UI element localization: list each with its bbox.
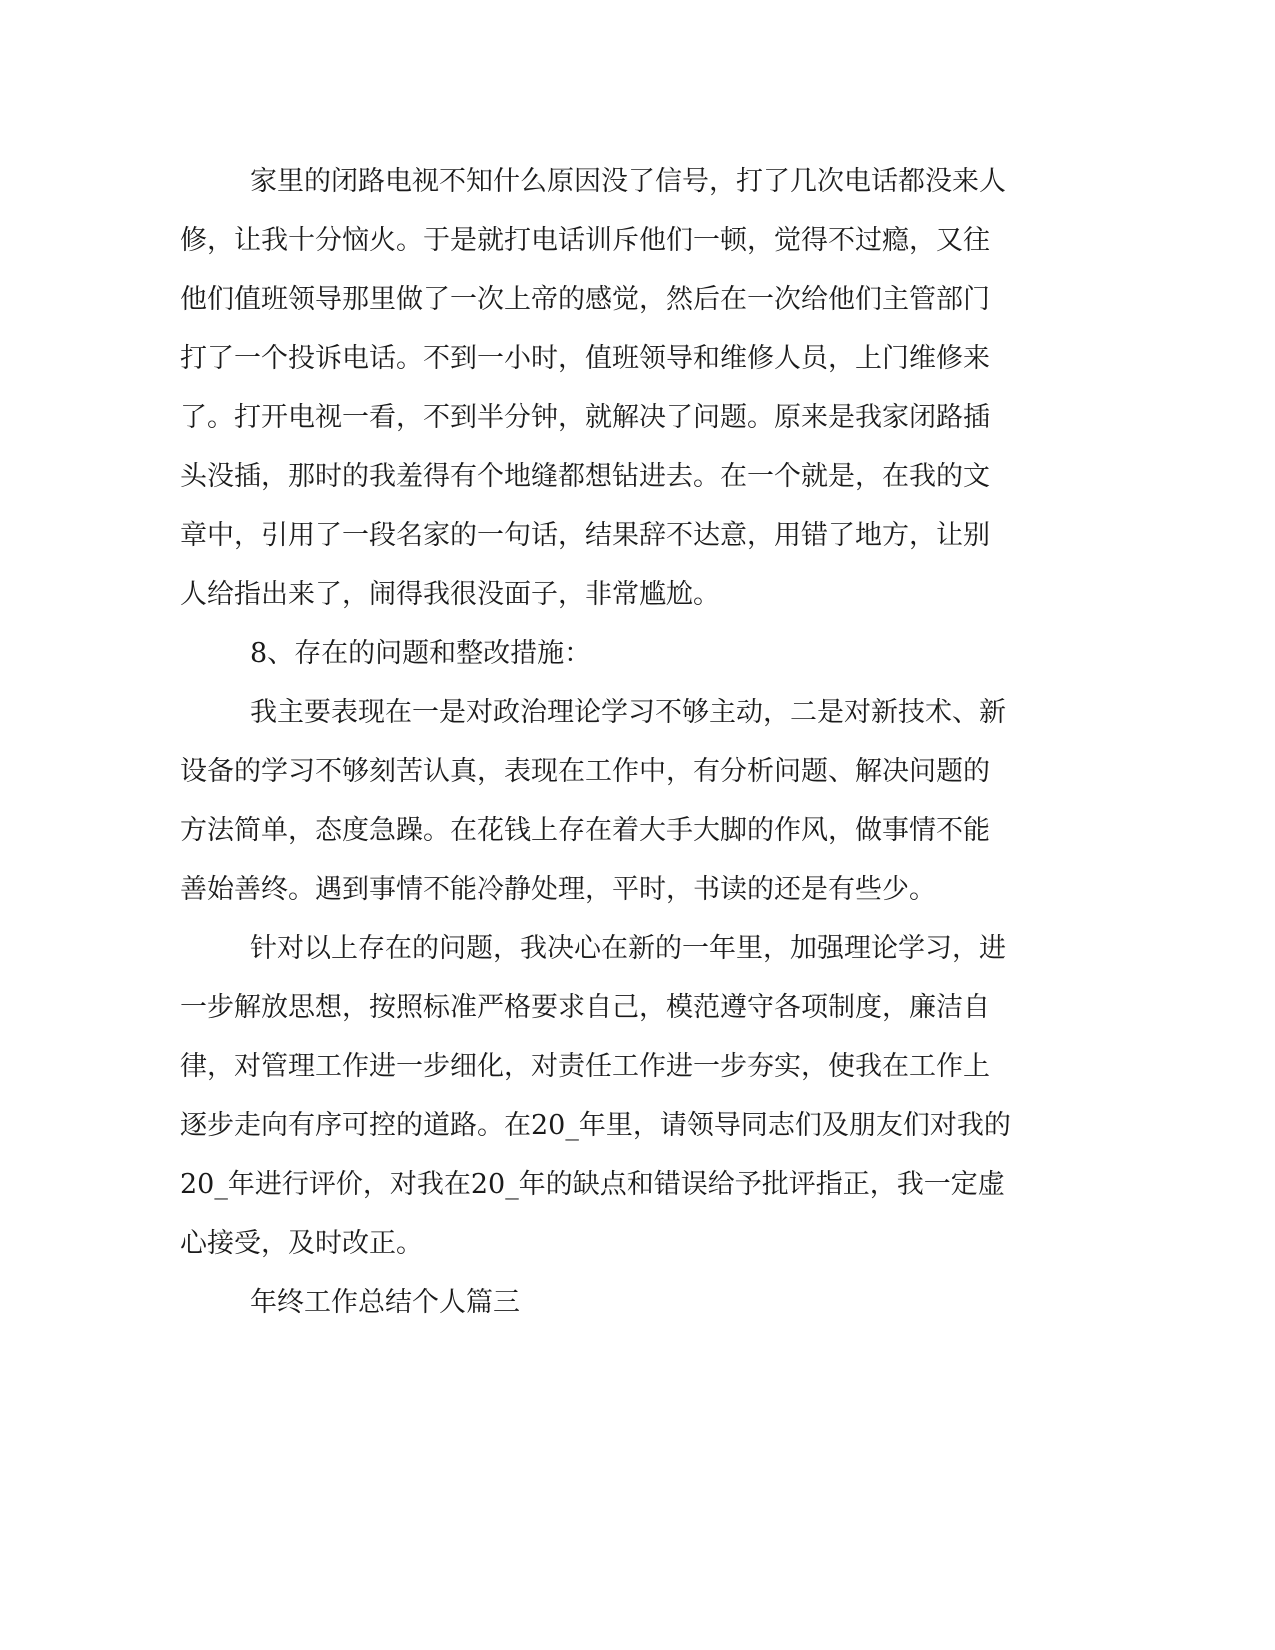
line-text: 他们值班领导那里做了一次上帝的感觉，然后在一次给他们主管部门 — [180, 284, 990, 315]
text-line — [0, 1106, 1275, 1146]
text-line — [0, 752, 1275, 792]
text-line — [0, 516, 1275, 556]
line-text: 律，对管理工作进一步细化，对责任工作进一步夯实，使我在工作上 — [180, 1051, 990, 1082]
line-text: 人给指出来了，闹得我很没面子，非常尴尬。 — [180, 579, 720, 610]
text-line — [0, 811, 1275, 851]
line-text: 了。打开电视一看，不到半分钟，就解决了问题。原来是我家闭路插 — [180, 402, 990, 433]
section-title — [0, 1283, 1275, 1323]
line-text: 头没插，那时的我羞得有个地缝都想钻进去。在一个就是，在我的文 — [180, 461, 990, 492]
line-text: 修，让我十分恼火。于是就打电话训斥他们一顿，觉得不过瘾，又往 — [180, 225, 990, 256]
text-line — [0, 457, 1275, 497]
line-text: 善始善终。遇到事情不能冷静处理，平时，书读的还是有些少。 — [180, 874, 936, 905]
line-text: 心接受，及时改正。 — [180, 1228, 423, 1259]
line-text: 章中，引用了一段名家的一句话，结果辞不达意，用错了地方，让别 — [180, 520, 990, 551]
section-heading — [0, 634, 1275, 674]
line-text: 家里的闭路电视不知什么原因没了信号，打了几次电话都没来人 — [250, 166, 1006, 197]
text-line — [0, 988, 1275, 1028]
text-line — [0, 1165, 1275, 1205]
line-text: 逐步走向有序可控的道路。在20_年里，请领导同志们及朋友们对我的 — [180, 1110, 1011, 1141]
line-text: 设备的学习不够刻苦认真，表现在工作中，有分析问题、解决问题的 — [180, 756, 990, 787]
text-line — [0, 339, 1275, 379]
text-line — [0, 162, 1275, 202]
section-title-text: 年终工作总结个人篇三 — [250, 1287, 520, 1318]
text-line — [0, 575, 1275, 615]
text-line — [0, 1047, 1275, 1087]
line-text: 20_年进行评价，对我在20_年的缺点和错误给予批评指正，我一定虚 — [180, 1169, 1005, 1200]
line-text: 针对以上存在的问题，我决心在新的一年里，加强理论学习，进 — [250, 933, 1006, 964]
line-text: 我主要表现在一是对政治理论学习不够主动，二是对新技术、新 — [250, 697, 1006, 728]
line-text: 一步解放思想，按照标准严格要求自己，模范遵守各项制度，廉洁自 — [180, 992, 990, 1023]
section-heading-text: 8、存在的问题和整改措施： — [250, 638, 592, 669]
text-line — [0, 280, 1275, 320]
text-line — [0, 398, 1275, 438]
text-line — [0, 870, 1275, 910]
text-line — [0, 693, 1275, 733]
line-text: 方法简单，态度急躁。在花钱上存在着大手大脚的作风，做事情不能 — [180, 815, 990, 846]
text-line — [0, 221, 1275, 261]
text-line — [0, 929, 1275, 969]
text-line — [0, 1224, 1275, 1264]
line-text: 打了一个投诉电话。不到一小时，值班领导和维修人员，上门维修来 — [180, 343, 990, 374]
